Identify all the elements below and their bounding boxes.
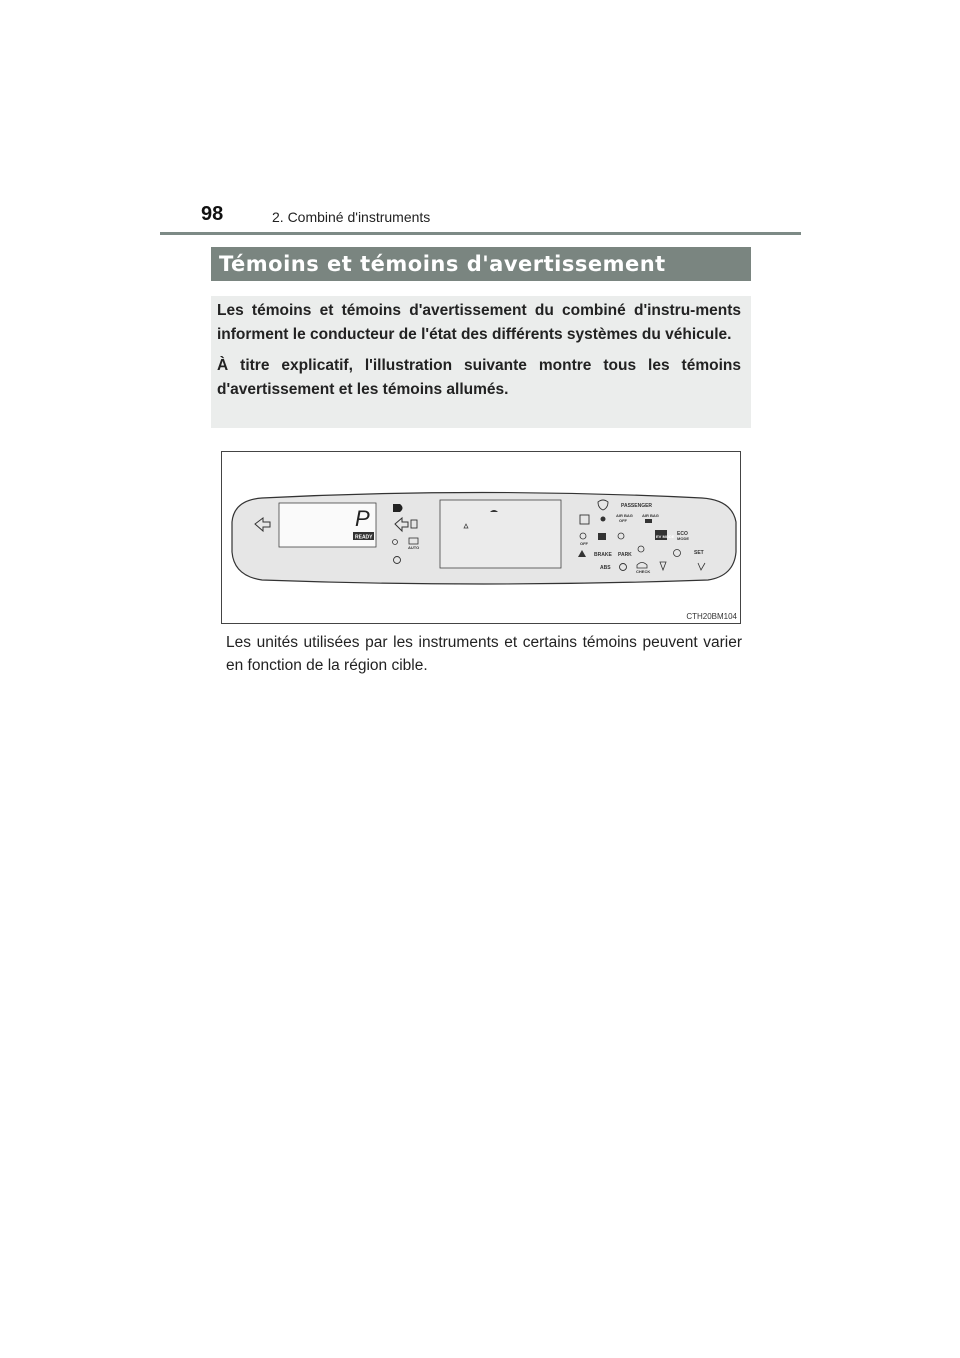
abs-label: ABS (600, 565, 611, 571)
auto-label: AUTO (408, 545, 420, 550)
intro-paragraph: À titre explicatif, l'illustration suivante montre tous les témoins d'avertissement et les témoins allumés. (217, 357, 741, 398)
ev-mode-label: EV MODE (656, 534, 675, 539)
off-label: OFF (580, 541, 588, 546)
chapter-title: 2. Combiné d'instruments (272, 209, 431, 225)
section-title: Témoins et témoins d'avertissement (211, 247, 751, 281)
air-bag-label: AIR BAG (642, 513, 659, 518)
seat-icon (601, 517, 606, 522)
eco-label: ECO (677, 531, 688, 537)
multi-information-display (440, 500, 561, 568)
passenger-label: PASSENGER (621, 503, 653, 509)
note-text: Les unités utilisées par les instruments et certains témoins peuvent varier en fonction de la région cible. (226, 634, 742, 674)
ready-label: READY (355, 534, 373, 541)
figure-code: CTH20BM104 (686, 612, 737, 621)
intro-paragraph: Les témoins et témoins d'avertissement du combiné d'instru-ments informent le conducteur de l'état des différents systèmes du véhicule. (217, 302, 741, 343)
check-label: CHECK (636, 569, 651, 574)
page-number: 98 (201, 203, 224, 225)
brake-label: BRAKE (594, 552, 612, 558)
header-divider (160, 232, 801, 235)
headlight-icon (393, 504, 403, 512)
instrument-cluster-illustration (222, 452, 740, 623)
off-label: OFF (619, 518, 627, 523)
intro-box (211, 296, 751, 428)
air-bag-on-badge (645, 519, 652, 523)
door-lock-icon (598, 533, 606, 540)
eco-mode-label: MODE (677, 536, 689, 541)
set-label: SET (694, 550, 704, 556)
gear-indicator: P (355, 506, 370, 531)
air-bag-label: AIR BAG (616, 513, 633, 518)
park-label: PARK (618, 552, 632, 558)
instrument-cluster-figure (221, 451, 741, 624)
